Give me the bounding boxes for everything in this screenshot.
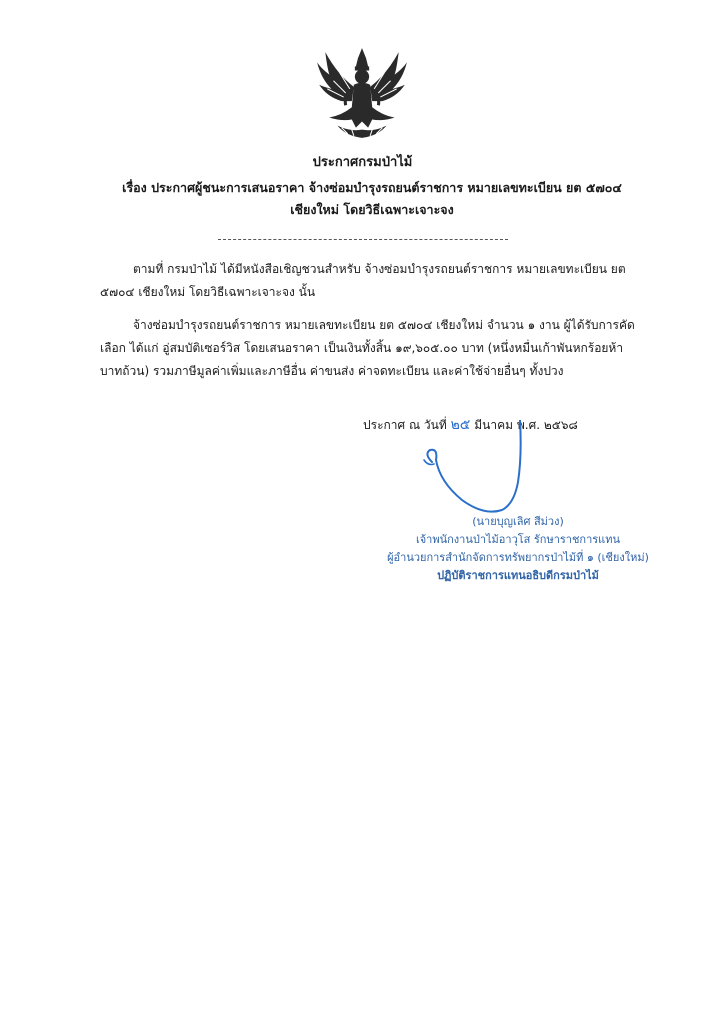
paragraph-1-text: ตามที่ กรมป่าไม้ ได้มีหนังสือเชิญชวนสำหรับ จ้างซ่อมบำรุงรถยนต์ราชการ หมายเลขทะเบียน ยต ๕๗๐๔ เชียงใหม่ โดยวิธีเฉพาะเจาะจง นั้น (100, 262, 626, 299)
signer-position-2: ผู้อำนวยการสำนักจัดการทรัพยากรป่าไม้ที่ ๑ (เชียงใหม่) (387, 551, 649, 564)
date-year: ๒๕๖๘ (543, 418, 578, 432)
body-paragraph-1 (100, 258, 640, 304)
subject-line: เรื่อง ประกาศผู้ชนะการเสนอราคา จ้างซ่อมบำรุงรถยนต์ราชการ หมายเลขทะเบียน ยต ๕๗๐๔ เชียงใหม่ โดยวิธีเฉพาะเจาะจง (122, 180, 622, 217)
signer-block (363, 513, 673, 585)
date-day: ๒๕ (450, 417, 471, 433)
agency-title: ประกาศกรมป่าไม้ (312, 155, 413, 170)
date-month: มีนาคม (474, 418, 514, 432)
body-paragraph-2 (100, 314, 640, 383)
signer-position-1: เจ้าพนักงานป่าไม้อาวุโส รักษาราชการแทน (415, 533, 621, 546)
separator-line (218, 239, 508, 240)
paragraph-2-text: จ้างซ่อมบำรุงรถยนต์ราชการ หมายเลขทะเบียน ยต ๕๗๐๔ เชียงใหม่ จำนวน ๑ งาน ผู้ได้รับการคัดเลือก ได้แก่ อู่สมบัติเซอร์วิส โดยเสนอราคา เป็นเงินทั้งสิ้น ๑๙,๖๐๕.๐๐ บาท (หนึ่งหมื่นเก้าพันหกร้อยห้าบาทถ้วน) รวมภาษีมูลค่าเพิ่มและภาษีอื่น ค่าขนส่ง ค่าจดทะเบียน และค่าใช้จ่ายอื่นๆ ทั้งปวง (100, 318, 635, 378)
garuda-emblem (311, 44, 413, 146)
signer-name: (นายบุญเลิศ สีม่วง) (472, 515, 564, 528)
date-year-label: พ.ศ. (516, 418, 541, 432)
date-prefix: ประกาศ ณ วันที่ (363, 418, 447, 432)
signer-position-3: ปฏิบัติราชการแทนอธิบดีกรมป่าไม้ (437, 569, 599, 582)
